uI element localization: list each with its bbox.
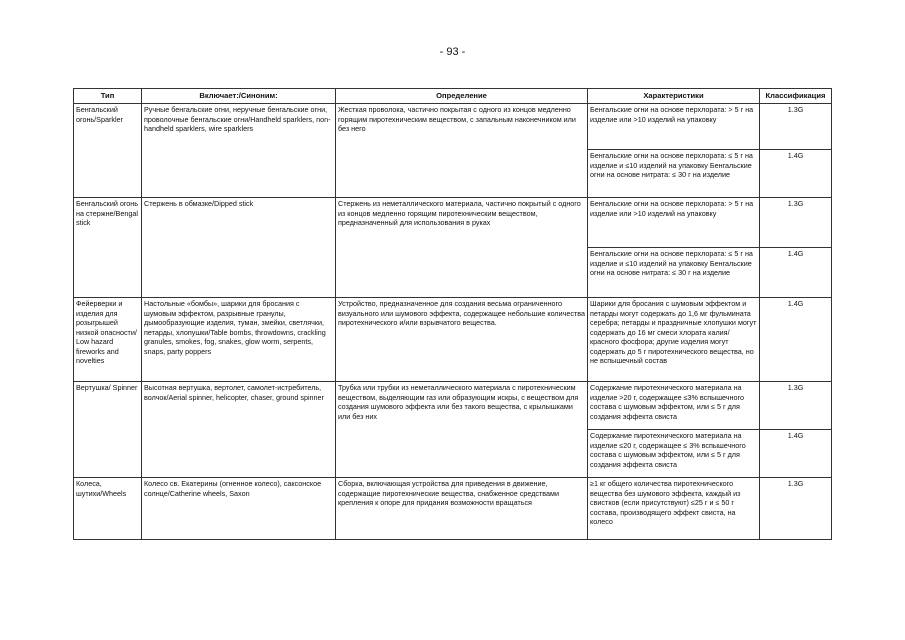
cell-definition: Сборка, включающая устройства для приведения в движение, содержащие пиротехнические вещества, снабженное средствами крепления к опоре для придания возможности вращаться	[336, 478, 588, 540]
cell-classification: 1.3G	[760, 198, 832, 248]
header-characteristics: Характеристики	[588, 89, 760, 104]
cell-includes: Высотная вертушка, вертолет, самолет-истребитель, волчок/Aerial spinner, helicopter, chaser, ground spinner	[142, 382, 336, 478]
cell-includes: Ручные бенгальские огни, неручные бенгальские огни, проволочные бенгальские огни/Handheld sparklers, non-handheld sparklers, wire sparklers	[142, 104, 336, 198]
table-row	[74, 382, 832, 430]
cell-includes: Настольные «бомбы», шарики для бросания с шумовым эффектом, разрывные гранулы, дымообразующие изделия, туман, змейки, светлячки, петарды, хлопушки/Table bombs, throwdowns, crackling granules, smokes, fog, snakes, glow worm, serpents, snaps, party poppers	[142, 298, 336, 382]
cell-definition: Трубка или трубки из неметаллического материала с пиротехническим веществом, выделяющим газ или образующим искры, с веществом для создания шумового эффекта или без такого вещества, с крылышками или без них	[336, 382, 588, 478]
table-row	[74, 104, 832, 150]
cell-type: Бенгальский огонь на стержне/Bengal stick	[74, 198, 142, 298]
cell-definition: Жесткая проволока, частично покрытая с одного из концов медленно горящим пиротехническим веществом, с запальным наконечником или без него	[336, 104, 588, 198]
cell-characteristics: Бенгальские огни на основе перхлората: > 5 г на изделие или >10 изделий на упаковку	[588, 198, 760, 248]
table-row	[74, 198, 832, 248]
cell-includes: Стержень в обмазке/Dipped stick	[142, 198, 336, 298]
cell-definition: Устройство, предназначенное для создания весьма ограниченного визуального или шумового эффекта, содержащее небольшие количества пиротехнического и/или взрывчатого вещества.	[336, 298, 588, 382]
cell-type: Бенгальский огонь/Sparkler	[74, 104, 142, 198]
header-classification: Классификация	[760, 89, 832, 104]
classification-table	[73, 88, 832, 540]
cell-characteristics: Содержание пиротехнического материала на изделие >20 г, содержащее ≤3% вспышечного состава с шумовым эффектом, или ≤ 5 г для создания эффекта свиста	[588, 382, 760, 430]
table-row	[74, 478, 832, 540]
header-row	[74, 89, 832, 104]
cell-includes: Колесо св. Екатерины (огненное колесо), саксонское солнце/Catherine wheels, Saxon	[142, 478, 336, 540]
cell-classification: 1.3G	[760, 478, 832, 540]
cell-classification: 1.4G	[760, 430, 832, 478]
cell-characteristics: ≥1 кг общего количества пиротехнического вещества без шумового эффекта, каждый из свистков (если присутствуют) ≤25 г и ≤ 50 г состава, производящего эффект свиста, на колесо	[588, 478, 760, 540]
page-number: - 93 -	[439, 46, 466, 58]
cell-type: Колеса, шутихи/Wheels	[74, 478, 142, 540]
cell-classification: 1.4G	[760, 150, 832, 198]
cell-characteristics: Бенгальские огни на основе перхлората: > 5 г на изделие или >10 изделий на упаковку	[588, 104, 760, 150]
cell-characteristics: Бенгальские огни на основе перхлората: ≤ 5 г на изделие и ≤10 изделий на упаковку Бенгальские огни на основе нитрата: ≤ 30 г на изделие	[588, 248, 760, 298]
table-row	[74, 298, 832, 382]
header-type: Тип	[74, 89, 142, 104]
header-includes: Включает:/Синоним:	[142, 89, 336, 104]
cell-definition: Стержень из неметаллического материала, частично покрытый с одного из концов медленно горящим пиротехническим веществом, предназначенный для использования в руках	[336, 198, 588, 298]
cell-type: Вертушка/ Spinner	[74, 382, 142, 478]
cell-classification: 1.4G	[760, 248, 832, 298]
cell-classification: 1.4G	[760, 298, 832, 382]
cell-characteristics: Бенгальские огни на основе перхлората: ≤ 5 г на изделие и ≤10 изделий на упаковку Бенгальские огни на основе нитрата: ≤ 30 г на изделие	[588, 150, 760, 198]
cell-type: Фейерверки и изделия для розыгрышей низкой опасности/ Low hazard fireworks and novelties	[74, 298, 142, 382]
header-definition: Определение	[336, 89, 588, 104]
cell-classification: 1.3G	[760, 104, 832, 150]
cell-characteristics: Шарики для бросания с шумовым эффектом и петарды могут содержать до 1,6 мг фульмината серебра; петарды и праздничные хлопушки могут содержать до 16 мг смеси хлората калия/красного фосфора; другие изделия могут содержать до 5 г пиротехнического вещества, но не вспышечный состав	[588, 298, 760, 382]
cell-characteristics: Содержание пиротехнического материала на изделие ≤20 г, содержащее ≤ 3% вспышечного состава с шумовым эффектом, или ≤ 5 г для создания эффекта свиста	[588, 430, 760, 478]
cell-classification: 1.3G	[760, 382, 832, 430]
